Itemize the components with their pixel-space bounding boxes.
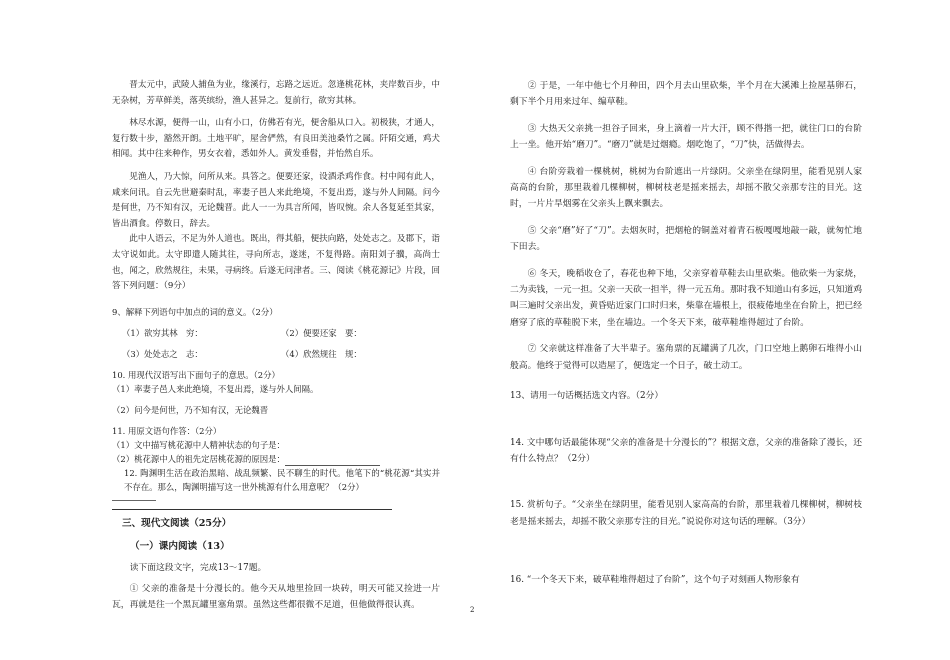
question-9-row-2 [112, 347, 440, 361]
passage-paragraph-4: 此中人语云，不足为外人道也。既出，得其船，便扶向路，处处志之。及郡下，诣太守说如此。太守即遣人随其往，寻向所志，遂迷，不复得路。南阳刘子骥，高尚士也，闻之，欣然规往，未果，寻病终。后遂无问津者。三、阅读《桃花源记》片段，回答下列问题：（9分） [112, 234, 440, 292]
left-column [112, 78, 440, 614]
section-3-title: 三、现代文阅读（25分） [122, 517, 232, 529]
reading-instruction: 读下面这段文字，完成13～17题。 [129, 562, 267, 573]
question-12: 12. 陶渊明生活在政治黑暗、战乱频繁、民不聊生的时代。他笔下的“桃花源“其实并不存在。那么，陶渊明描写这一世外桃源有什么用意呢？（2分） [124, 467, 440, 492]
question-11: 11. 用原文语句作答：（2分） [112, 425, 222, 436]
question-9-item-1: （1）欲穷其林 穷： [122, 327, 203, 338]
right-column [510, 78, 862, 589]
reading-paragraph-6: ⑥ 冬天，晚稻收仓了，春花也种下地，父亲穿着草鞋去山里砍柴。他砍柴一为家烧，二为卖钱，一元一担。父亲一天砍一担半，得一元五角。那时我不知道山有多远，只知道鸡叫三遍时父亲出发，黄昏贴近家门口时归来，柴靠在墙根上，很疲倦地坐在台阶上，把已经磨穿了底的草鞋脱下来，坐在墙边。一个冬天下来，破草鞋堆得超过了台阶。 [510, 268, 862, 328]
page-number: 2 [470, 606, 475, 614]
question-16: 16. “一个冬天下来，破草鞋堆得超过了台阶”，这个句子对刻画人物形象有 [510, 575, 800, 586]
section-3-1-title: （一）课内阅读（13） [130, 540, 230, 552]
passage-paragraph-3: 见渔人，乃大惊，问所从来。具答之。便要还家，设酒杀鸡作食。村中闻有此人，咸来问讯。自云先世避秦时乱，率妻子邑人来此绝境，不复出焉，遂与外人间隔。问今是何世，乃不知有汉，无论魏晋。此人一一为具言所闻，皆叹惋。余人各复延至其家，皆出酒食。停数日，辞去。 [112, 171, 440, 229]
reading-paragraph-4: ④ 台阶旁栽着一棵桃树，桃树为台阶遮出一片绿阴。父亲坐在绿阴里，能看见别人家高高的台阶，那里栽着几棵柳树，柳树枝老是摇来摇去，却摇不散父亲那专注的目光。这时，一片片旱烟雾在父亲头上飘来飘去。 [510, 166, 862, 210]
question-11-2-text: （2）桃花源中人的祖先定居桃花源的原因是： [112, 453, 285, 464]
passage-paragraph-1: 晋太元中，武陵人捕鱼为业，缘溪行，忘路之远近。忽逢桃花林，夹岸数百步，中无杂树，芳草鲜美，落英缤纷，渔人甚异之。复前行，欲穷其林。 [112, 80, 440, 106]
reading-paragraph-7: ⑦ 父亲就这样准备了大半辈子。塞角票的瓦罐满了几次，门口空地上鹅卵石堆得小山般高。他终于觉得可以造屋了，便选定一个日子，破土动工。 [510, 344, 862, 371]
question-10-1: （1）率妻子邑人来此绝境，不复出焉，遂与外人间隔。 [112, 383, 319, 394]
reading-paragraph-2: ② 于是，一年中他七个月种田，四个月去山里砍柴，半个月在大溪滩上捡屋基卵石，剩下半个月用来过年、编草鞋。 [510, 81, 862, 108]
question-10-2: （2）问今是何世，乃不知有汉，无论魏晋 [112, 404, 269, 415]
question-10: 10. 用现代汉语写出下面句子的意思。（2分） [112, 369, 280, 380]
reading-paragraph-1: ① 父亲的准备是十分漫长的。他今天从地里捡回一块砖，明天可能又捡进一片瓦，再就是往一个黑瓦罐里塞角票。虽然这些都很微不足道，但他做得很认真。 [112, 584, 440, 610]
question-9-item-2: （2）便要还家 要： [281, 327, 362, 338]
reading-paragraph-5: ⑤ 父亲“磨”好了“刀”。去烟灰时，把烟枪的铜盖对着青石板嘎嘎地敲一敲，就匆忙地下田去。 [510, 225, 862, 253]
question-9-row-1 [112, 326, 440, 340]
question-14: 14. 文中哪句话最能体现“父亲的准备是十分漫长的”？根据文意，父亲的准备除了漫长，还有什么特点？（2分） [510, 437, 862, 464]
question-11-1: （1）文中描写桃花源中人精神状态的句子是： [112, 439, 285, 450]
question-11-2 [112, 452, 440, 466]
reading-paragraph-3: ③ 大热天父亲挑一担谷子回来，身上滴着一片大汗，顾不得揩一把，就往门口的台阶上一坐。他开始“磨刀”。“磨刀”就是过烟瘾。烟吃饱了，“刀”快，活做得去。 [510, 123, 862, 151]
question-9-item-4: （4）欣然规往 规： [281, 348, 362, 359]
divider-long [112, 509, 392, 510]
divider-short [112, 500, 156, 501]
question-15: 15. 赏析句子。“父亲坐在绿阴里，能看见别人家高高的台阶，那里栽着几棵柳树，柳树枝老是摇来摇去，却摇不散父亲那专注的目光。”说说你对这句话的理解。（3分） [510, 500, 862, 527]
question-9: 9、解释下列语句中加点的词的意义。（2分） [112, 306, 278, 317]
passage-paragraph-2: 林尽水源，便得一山，山有小口，仿佛若有光，便舍船从口入。初极狭，才通人，复行数十步，豁然开朗。土地平旷，屋舍俨然，有良田美池桑竹之属。阡陌交通，鸡犬相闻。其中往来种作，男女衣着，悉如外人。黄发垂髫，并怡然自乐。 [112, 118, 440, 160]
answer-blank [285, 457, 380, 466]
question-9-item-3: （3）处处志之 志： [122, 348, 203, 359]
question-13: 13、请用一句话概括选文内容。（2分） [510, 391, 664, 402]
